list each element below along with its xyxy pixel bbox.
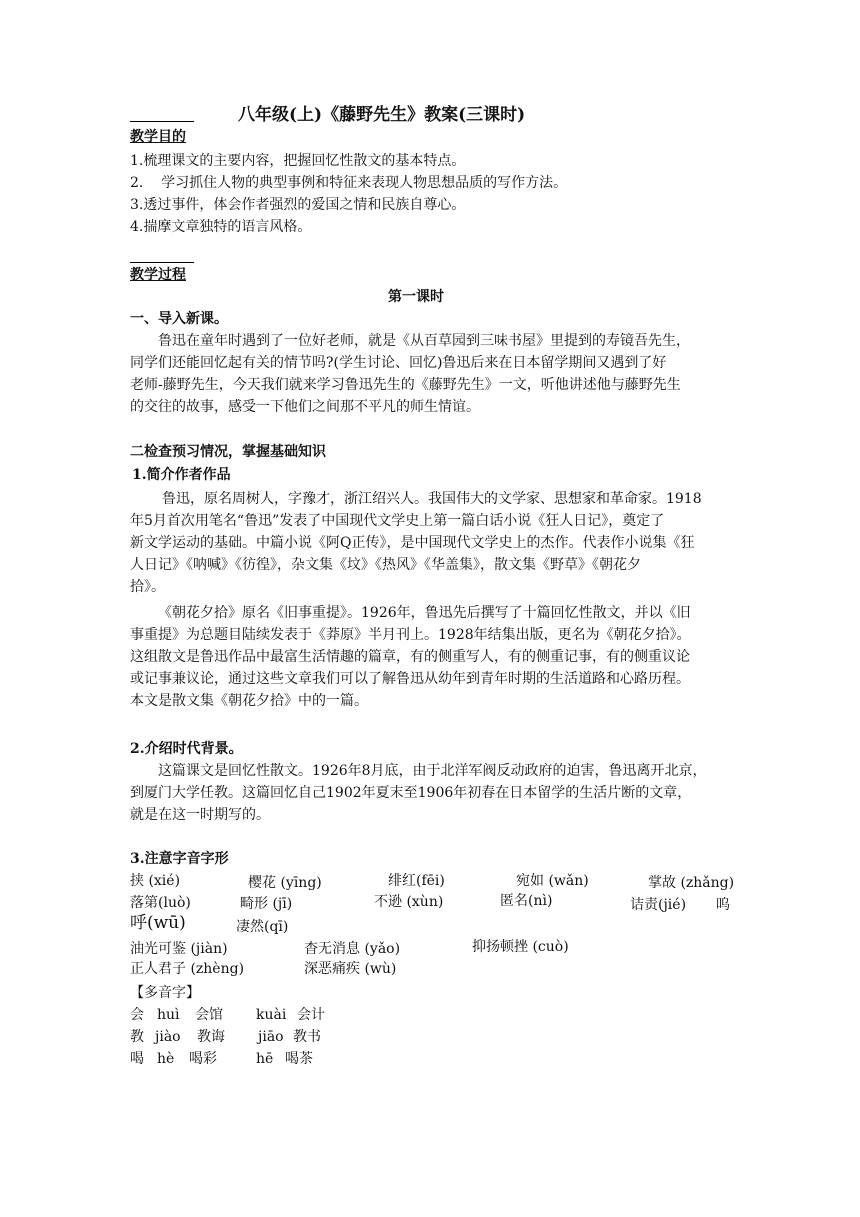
- process-rule: [130, 262, 194, 263]
- goal-item: 4.揣摩文章独特的语言风格。: [130, 219, 312, 235]
- process-heading: 教学过程: [130, 267, 186, 283]
- work-line: 《朝花夕拾》原名《旧事重提》。1926年，鲁迅先后撰写了十篇回忆性散文，并以《旧: [158, 605, 691, 621]
- goal-item: 2. 学习抓住人物的典型事例和特征来表现人物思想品质的写作方法。: [130, 175, 568, 191]
- subsection-heading: 2.介绍时代背景。: [130, 741, 243, 757]
- word-item: 樱花 (yīng): [248, 875, 322, 891]
- word-item: 深恶痛疾 (wù): [304, 961, 397, 977]
- word-item: 呜: [716, 897, 730, 913]
- word-item: 油光可鉴 (jiàn): [130, 941, 228, 957]
- word-item: 畸形 (jī): [240, 896, 293, 912]
- polyphone-pinyin: jiāo: [258, 1029, 284, 1045]
- intro-line: 同学们还能回忆起有关的情节吗?(学生讨论、回忆)鲁迅后来在日本留学期间又遇到了好: [130, 355, 667, 371]
- word-item: 凄然(qī): [236, 919, 289, 935]
- work-line: 事重提》为总题目陆续发表于《莽原》半月刊上。1928年结集出版，更名为《朝花夕拾》。: [130, 627, 691, 643]
- word-item: 杳无消息 (yǎo): [304, 941, 401, 957]
- polyphone-word: 教书: [293, 1029, 321, 1045]
- lesson-heading: 第一课时: [388, 289, 444, 305]
- polyphone-pinyin: hē: [256, 1051, 274, 1067]
- section-heading: 一、导入新课。: [130, 311, 228, 327]
- word-item: 绯红(fēi): [388, 873, 445, 889]
- polyphone-pinyin: jiào: [155, 1029, 181, 1045]
- word-item: 掌故 (zhǎng): [648, 875, 735, 891]
- polyphone-word: 会计: [297, 1007, 325, 1023]
- polyphone-heading: 【多音字】: [130, 985, 200, 1001]
- author-line: 鲁迅，原名周树人，字豫才，浙江绍兴人。我国伟大的文学家、思想家和革命家。1918: [162, 491, 702, 507]
- word-item: 正人君子 (zhèng): [130, 961, 245, 977]
- intro-line: 老师-藤野先生，今天我们就来学习鲁迅先生的《藤野先生》一文，听他讲述他与藤野先生: [130, 377, 681, 393]
- author-line: 拾》。: [130, 579, 165, 595]
- goal-item: 3.透过事件，体会作者强烈的爱国之情和民族自尊心。: [130, 197, 466, 213]
- subsection-heading: 1.简介作者作品: [132, 467, 231, 483]
- polyphone-char: 会: [130, 1007, 144, 1023]
- word-item: 抑扬顿挫 (cuò): [472, 939, 569, 955]
- polyphone-char: 教: [130, 1029, 144, 1045]
- background-line: 就是在这一时期写的。: [130, 807, 270, 823]
- word-item: 落第(luò): [130, 895, 191, 911]
- polyphone-pinyin: huì: [157, 1007, 180, 1023]
- author-line: 人日记》《呐喊》《彷徨》，杂文集《坟》《热风》《华盖集》，散文集《野草》《朝花夕: [130, 557, 641, 573]
- polyphone-pinyin: kuài: [256, 1007, 287, 1023]
- background-line: 这篇课文是回忆性散文。1926年8月底，由于北洋军阀反动政府的迫害，鲁迅离开北京，: [158, 763, 707, 779]
- author-line: 新文学运动的基础。中篇小说《阿Q正传》，是中国现代文学史上的杰作。代表作小说集《狂: [130, 535, 695, 551]
- work-line: 或记事兼议论，通过这些文章我们可以了解鲁迅从幼年到青年时期的生活道路和心路历程。: [130, 671, 690, 687]
- work-line: 这组散文是鲁迅作品中最富生活情趣的篇章，有的侧重写人，有的侧重记事，有的侧重议论: [130, 649, 690, 665]
- polyphone-word: 喝茶: [285, 1051, 313, 1067]
- background-line: 到厦门大学任教。这篇回忆自己1902年夏末至1906年初春在日本留学的生活片断的文章，: [130, 785, 692, 801]
- word-item: 宛如 (wǎn): [516, 873, 589, 889]
- goals-heading: 教学目的: [130, 129, 186, 145]
- polyphone-pinyin: hè: [157, 1051, 175, 1067]
- polyphone-word: 会馆: [195, 1007, 223, 1023]
- title-rule: [130, 121, 194, 122]
- polyphone-char: 喝: [130, 1051, 144, 1067]
- work-line: 本文是散文集《朝花夕拾》中的一篇。: [130, 693, 368, 709]
- author-line: 年5月首次用笔名“鲁迅”发表了中国现代文学史上第一篇白话小说《狂人日记》，奠定了: [130, 513, 665, 529]
- word-item: 匿名(nì): [500, 893, 553, 909]
- intro-line: 鲁迅在童年时遇到了一位好老师，就是《从百草园到三味书屋》里提到的寿镜吾先生，: [158, 333, 690, 349]
- goal-item: 1.梳理课文的主要内容，把握回忆性散文的基本特点。: [130, 153, 466, 169]
- intro-line: 的交往的故事，感受一下他们之间那不平凡的师生情谊。: [130, 399, 480, 415]
- section-heading: 二检查预习情况，掌握基础知识: [130, 444, 326, 460]
- polyphone-word: 喝彩: [189, 1051, 217, 1067]
- word-item: 挟 (xié): [130, 873, 181, 889]
- word-item: 呼(wū): [130, 913, 186, 933]
- word-item: 不逊 (xùn): [374, 894, 444, 910]
- polyphone-word: 教诲: [197, 1029, 225, 1045]
- subsection-heading: 3.注意字音字形: [130, 851, 229, 867]
- word-item: 诘责(jié): [630, 897, 687, 913]
- document-title: 八年级(上)《藤野先生》教案(三课时): [238, 105, 526, 125]
